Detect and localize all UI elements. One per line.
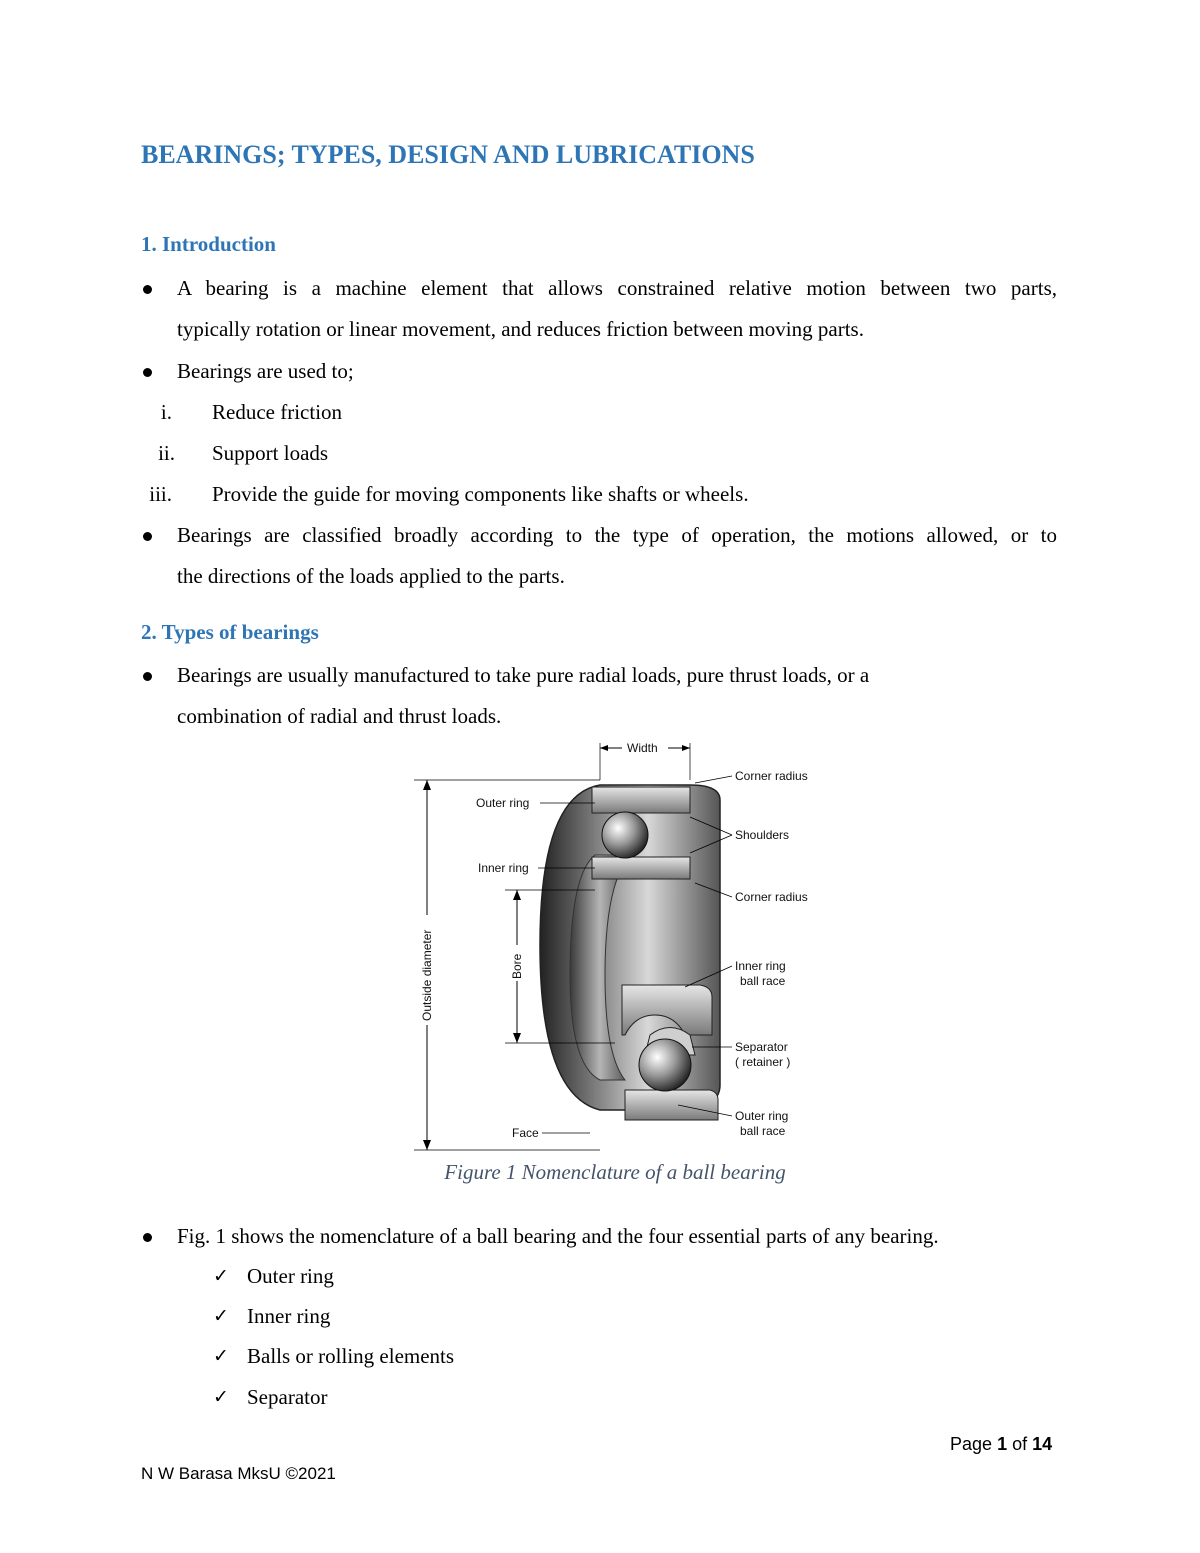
label-face: Face [512, 1126, 539, 1140]
label-separator-retainer: ( retainer ) [735, 1055, 791, 1069]
of-label: of [1012, 1434, 1028, 1454]
label-inner-ring-ball-race: Inner ring [735, 959, 786, 973]
page-number [950, 1434, 1052, 1455]
bullet-icon [143, 1233, 152, 1242]
intro-bullet-3-line-2: the directions of the loads applied to the parts. [177, 564, 565, 588]
label-bore: Bore [510, 953, 524, 979]
use-item: Reduce friction [212, 400, 343, 424]
checkmark-icon: ✓ [213, 1345, 229, 1367]
bullet-icon [143, 285, 152, 294]
bullet-icon [143, 368, 152, 377]
figure-caption: Figure 1 Nomenclature of a ball bearing [444, 1160, 786, 1184]
label-outside-diameter: Outside diameter [420, 929, 434, 1021]
checkmark-icon: ✓ [213, 1305, 229, 1327]
checkmark-icon: ✓ [213, 1386, 229, 1408]
label-inner-ring: Inner ring [478, 861, 529, 875]
intro-bullet-1-line-2: typically rotation or linear movement, and reduces friction between moving parts. [177, 317, 864, 341]
list-number: iii. [149, 482, 172, 506]
label-separator: Separator [735, 1040, 788, 1054]
list-number: i. [160, 400, 172, 424]
use-item: Support loads [212, 441, 329, 465]
label-outer-ring-ball-race-2: ball race [740, 1124, 786, 1138]
types-bullet-1-line-1: Bearings are usually manufactured to take pure radial loads, pure thrust loads, or a [177, 663, 870, 687]
checklist-item: Outer ring [247, 1264, 334, 1288]
bullet-icon [143, 672, 152, 681]
intro-bullet-1-line-1: A bearing is a machine element that allows constrained relative motion between two parts, [177, 276, 1057, 300]
types-bullet-1-line-2: combination of radial and thrust loads. [177, 704, 502, 728]
checklist-item: Inner ring [247, 1304, 331, 1328]
list-number: ii. [158, 441, 175, 465]
label-inner-ring-ball-race-2: ball race [740, 974, 786, 988]
figure-description-bullet: Fig. 1 shows the nomenclature of a ball bearing and the four essential parts of any bearing. [177, 1224, 939, 1248]
label-outer-ring: Outer ring [476, 796, 530, 810]
checklist-item: Balls or rolling elements [247, 1344, 455, 1368]
section-heading-introduction: 1. Introduction [141, 232, 276, 256]
label-width: Width [627, 741, 658, 755]
checklist-item: Separator [247, 1385, 328, 1409]
label-outer-ring-ball-race: Outer ring [735, 1109, 789, 1123]
document-title: BEARINGS; TYPES, DESIGN AND LUBRICATIONS [141, 140, 755, 169]
intro-bullet-2: Bearings are used to; [177, 359, 354, 383]
current-page: 1 [997, 1434, 1008, 1454]
total-pages: 14 [1032, 1434, 1053, 1454]
use-item: Provide the guide for moving components like shafts or wheels. [212, 482, 749, 506]
bullet-icon [143, 532, 152, 541]
ball-bearing-diagram [400, 735, 830, 1155]
checkmark-icon: ✓ [213, 1265, 229, 1287]
page-label: Page [950, 1434, 993, 1454]
section-heading-types: 2. Types of bearings [141, 620, 319, 644]
label-shoulders: Shoulders [735, 828, 790, 842]
label-corner-radius-bottom: Corner radius [735, 890, 808, 904]
label-corner-radius-top: Corner radius [735, 769, 808, 783]
footer-author: N W Barasa MksU ©2021 [141, 1464, 336, 1483]
intro-bullet-3-line-1: Bearings are classified broadly according to the type of operation, the motions allowed, or to [177, 523, 1057, 547]
